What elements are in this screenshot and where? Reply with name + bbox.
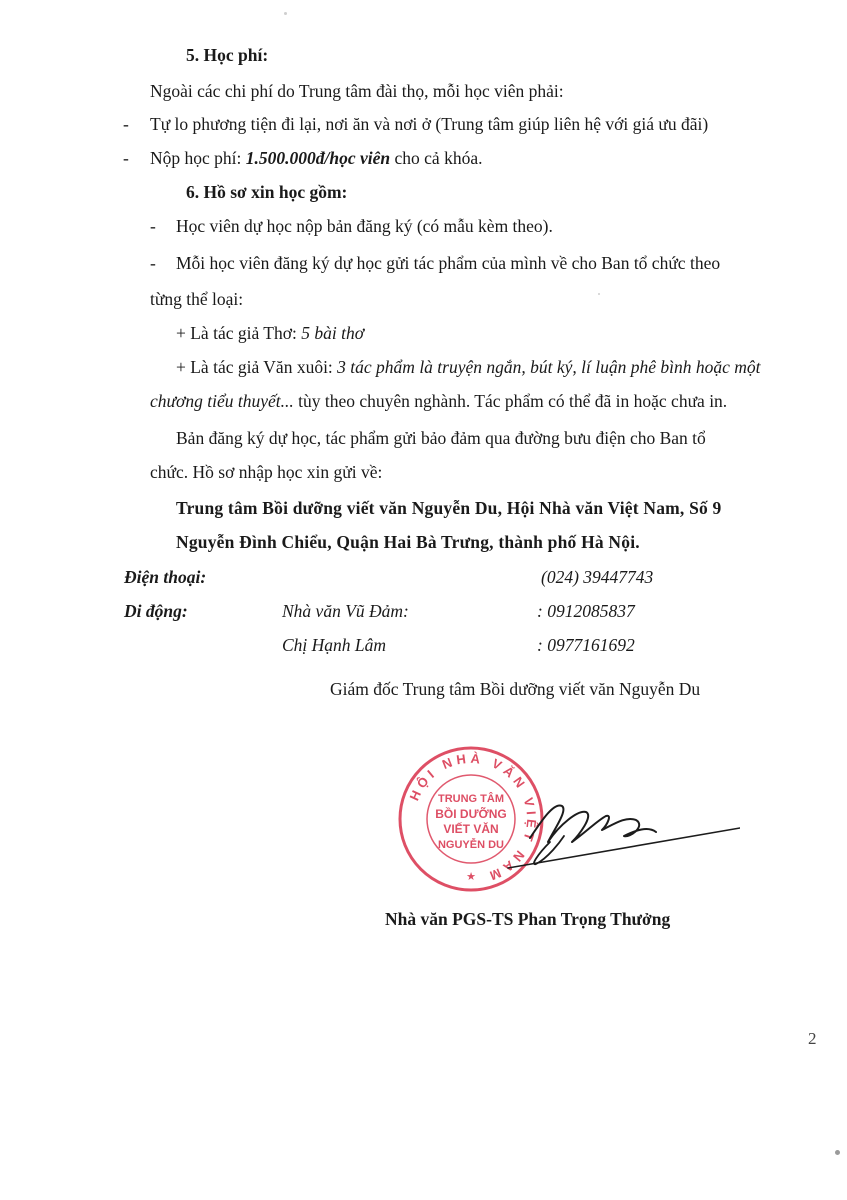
phone-label: Điện thoại:	[124, 567, 207, 587]
seal-center-line-4: NGUYỄN DU	[437, 839, 505, 851]
section-6-item-2-line-2: từng thể loại:	[150, 289, 244, 309]
address-line-2: Nguyễn Đình Chiểu, Quận Hai Bà Trưng, thành phố Hà Nội.	[176, 532, 640, 552]
section-6-item-1: Học viên dự học nộp bản đăng ký (có mẫu kèm theo).	[176, 216, 553, 236]
section-5-item-2	[150, 147, 482, 169]
section-5-item-1: Tự lo phương tiện đi lại, nơi ăn và nơi ở (Trung tâm giúp liên hệ với giá ưu đãi)	[150, 114, 709, 134]
prose-value: 3 tác phẩm là truyện ngắn, bút ký, lí luận phê bình hoặc một	[337, 357, 761, 377]
handwritten-signature	[490, 780, 740, 880]
submission-line-1: Bản đăng ký dự học, tác phẩm gửi bảo đảm qua đường bưu điện cho Ban tổ	[176, 428, 706, 448]
prose-value-cont: chương tiểu thuyết...	[150, 391, 294, 411]
poetry-value: 5 bài thơ	[301, 323, 365, 343]
section-5-intro: Ngoài các chi phí do Trung tâm đài thọ, mỗi học viên phải:	[150, 81, 564, 101]
submission-line-2: chức. Hồ sơ nhập học xin gửi về:	[150, 462, 383, 482]
contact-2-phone: : 0977161692	[537, 635, 635, 655]
fee-suffix: cho cả khóa.	[390, 148, 483, 168]
seal-center-line-3: VIẾT VĂN	[443, 822, 499, 836]
page-number: 2	[808, 1029, 817, 1048]
mobile-label: Di động:	[124, 601, 188, 621]
bullet-dash: -	[150, 216, 156, 236]
scan-speck	[835, 1150, 840, 1155]
address-line-1: Trung tâm Bồi dưỡng viết văn Nguyễn Du, Hội Nhà văn Việt Nam, Số 9	[176, 498, 722, 518]
section-5-heading: 5. Học phí:	[186, 45, 269, 65]
signer-name: Nhà văn PGS-TS Phan Trọng Thưởng	[385, 909, 671, 929]
contact-1-name: Nhà văn Vũ Đảm:	[282, 601, 409, 621]
section-6-heading: 6. Hồ sơ xin học gồm:	[186, 182, 348, 202]
scan-speck	[598, 293, 600, 295]
seal-star-icon: ★	[466, 871, 476, 883]
bullet-dash: -	[150, 253, 156, 273]
bullet-dash: -	[123, 148, 129, 168]
fee-label: Nộp học phí:	[150, 148, 246, 168]
fee-amount: 1.500.000đ/học viên	[245, 148, 391, 168]
phone-value: (024) 39447743	[541, 567, 654, 587]
seal-center-line-1: TRUNG TÂM	[438, 793, 504, 805]
section-6-item-2-line-1: Mỗi học viên đăng ký dự học gửi tác phẩm của mình về cho Ban tổ chức theo	[176, 253, 721, 273]
prose-label: + Là tác giả Văn xuôi:	[176, 357, 338, 377]
contact-1-phone: : 0912085837	[537, 601, 635, 621]
poetry-label: + Là tác giả Thơ:	[176, 323, 302, 343]
scan-speck	[284, 12, 287, 15]
prose-requirement-line-2	[150, 390, 727, 412]
seal-center-line-2: BỒI DƯỠNG	[435, 807, 507, 821]
contact-2-name: Chị Hạnh Lâm	[282, 635, 387, 655]
bullet-dash: -	[123, 114, 129, 134]
prose-suffix: tùy theo chuyên nghành. Tác phẩm có thể đã in hoặc chưa in.	[293, 391, 728, 411]
prose-requirement-line-1	[176, 356, 761, 378]
signer-title: Giám đốc Trung tâm Bồi dưỡng viết văn Nguyễn Du	[330, 679, 701, 699]
poetry-requirement	[176, 322, 364, 344]
seal-ring-text: HỘI NHÀ VĂN VIỆT NAM	[406, 750, 540, 885]
